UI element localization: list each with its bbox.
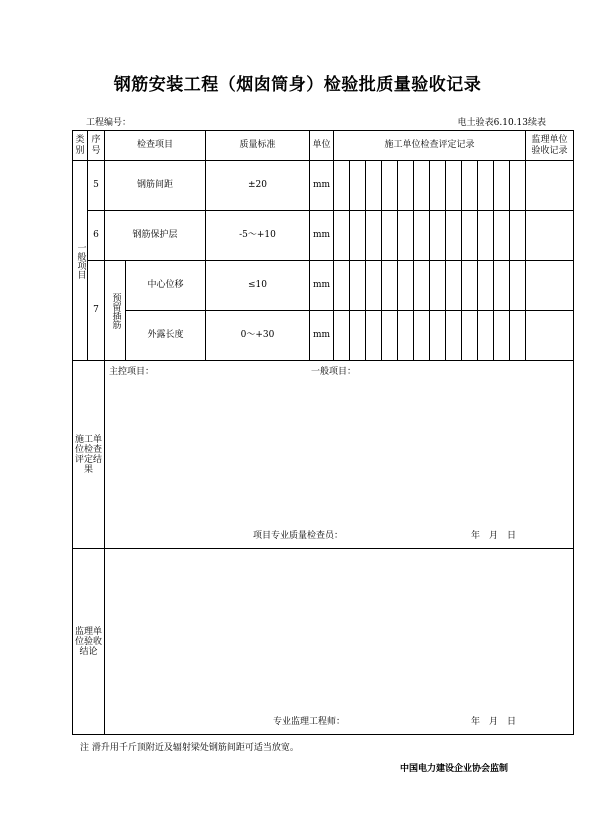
engineer-date: 年 月 日 <box>471 717 517 727</box>
header-supervision-record: 监理单位验收记录 <box>526 131 574 161</box>
engineer-label: 专业监理工程师： <box>273 717 346 727</box>
construction-result-row <box>73 361 574 549</box>
record-cell[interactable] <box>478 211 494 261</box>
record-cell[interactable] <box>414 211 430 261</box>
row-seq: 7 <box>88 261 105 361</box>
page-title: 钢筋安装工程（烟囱筒身）检验批质量验收记录 <box>113 75 482 95</box>
record-cell[interactable] <box>430 161 446 211</box>
inspector-date: 年 月 日 <box>471 531 517 541</box>
row-unit: mm <box>310 261 334 311</box>
record-cell[interactable] <box>366 311 382 361</box>
record-cell[interactable] <box>334 311 350 361</box>
supervision-cell[interactable] <box>526 211 574 261</box>
footnote: 注 滑升用千斤顶附近及辐射梁处钢筋间距可适当放宽。 <box>80 743 299 753</box>
record-cell[interactable] <box>350 311 366 361</box>
record-cell[interactable] <box>510 161 526 211</box>
general-items-label: 一般项目： <box>311 367 357 377</box>
record-cell[interactable] <box>446 261 462 311</box>
header-unit: 单位 <box>310 131 334 161</box>
header-item: 检查项目 <box>105 131 206 161</box>
record-cell[interactable] <box>382 261 398 311</box>
row-unit: mm <box>310 311 334 361</box>
header-standard: 质量标准 <box>206 131 310 161</box>
record-cell[interactable] <box>430 261 446 311</box>
construction-result-area[interactable] <box>105 361 574 549</box>
record-cell[interactable] <box>334 161 350 211</box>
table-row <box>73 161 574 211</box>
header-category: 类别 <box>73 131 88 161</box>
form-code: 电土验表6.10.13续表 <box>457 118 546 128</box>
record-cell[interactable] <box>334 211 350 261</box>
record-cell[interactable] <box>414 261 430 311</box>
row-item: 外露长度 <box>126 311 206 361</box>
table-row <box>73 211 574 261</box>
record-cell[interactable] <box>494 311 510 361</box>
maker-label: 中国电力建设企业协会监制 <box>400 764 509 774</box>
record-cell[interactable] <box>382 161 398 211</box>
row-unit: mm <box>310 161 334 211</box>
record-cell[interactable] <box>366 211 382 261</box>
row-item: 钢筋间距 <box>105 161 206 211</box>
record-cell[interactable] <box>398 161 414 211</box>
supervision-conclusion-row <box>73 549 574 735</box>
record-cell[interactable] <box>414 161 430 211</box>
header-seq: 序号 <box>88 131 105 161</box>
record-cell[interactable] <box>398 261 414 311</box>
supervision-conclusion-label: 监理单位验收结论 <box>73 549 105 735</box>
record-cell[interactable] <box>366 261 382 311</box>
row-standard: ±20 <box>206 161 310 211</box>
inspector-label: 项目专业质量检查员： <box>253 531 344 541</box>
record-cell[interactable] <box>494 211 510 261</box>
record-cell[interactable] <box>462 311 478 361</box>
record-cell[interactable] <box>462 211 478 261</box>
main-items-label: 主控项目： <box>109 367 155 377</box>
header-construction-record: 施工单位检查评定记录 <box>334 131 526 161</box>
record-cell[interactable] <box>446 311 462 361</box>
record-cell[interactable] <box>350 211 366 261</box>
record-cell[interactable] <box>430 211 446 261</box>
record-cell[interactable] <box>510 311 526 361</box>
record-cell[interactable] <box>334 261 350 311</box>
record-cell[interactable] <box>350 161 366 211</box>
record-cell[interactable] <box>398 211 414 261</box>
record-cell[interactable] <box>398 311 414 361</box>
row-item: 钢筋保护层 <box>105 211 206 261</box>
table-row <box>73 311 574 361</box>
record-cell[interactable] <box>510 261 526 311</box>
row-standard: -5～+10 <box>206 211 310 261</box>
record-cell[interactable] <box>494 161 510 211</box>
record-cell[interactable] <box>382 311 398 361</box>
supervision-cell[interactable] <box>526 261 574 311</box>
record-cell[interactable] <box>494 261 510 311</box>
record-cell[interactable] <box>430 311 446 361</box>
record-cell[interactable] <box>462 261 478 311</box>
row-unit: mm <box>310 211 334 261</box>
construction-result-label: 施工单位检查评定结果 <box>73 361 105 549</box>
row-group: 预留插筋 <box>105 261 126 361</box>
supervision-cell[interactable] <box>526 161 574 211</box>
table-row <box>73 261 574 311</box>
category-general: 一般项目 <box>73 161 88 361</box>
project-no-label: 工程编号： <box>86 118 132 128</box>
record-cell[interactable] <box>446 161 462 211</box>
record-cell[interactable] <box>478 311 494 361</box>
supervision-conclusion-area[interactable] <box>105 549 574 735</box>
record-cell[interactable] <box>446 211 462 261</box>
row-seq: 5 <box>88 161 105 211</box>
record-cell[interactable] <box>414 311 430 361</box>
record-cell[interactable] <box>350 261 366 311</box>
row-seq: 6 <box>88 211 105 261</box>
record-cell[interactable] <box>382 211 398 261</box>
record-cell[interactable] <box>478 161 494 211</box>
row-item: 中心位移 <box>126 261 206 311</box>
row-standard: ≤10 <box>206 261 310 311</box>
row-standard: 0～+30 <box>206 311 310 361</box>
record-cell[interactable] <box>366 161 382 211</box>
record-cell[interactable] <box>510 211 526 261</box>
record-cell[interactable] <box>478 261 494 311</box>
inspection-table <box>72 130 574 735</box>
record-cell[interactable] <box>462 161 478 211</box>
supervision-cell[interactable] <box>526 311 574 361</box>
